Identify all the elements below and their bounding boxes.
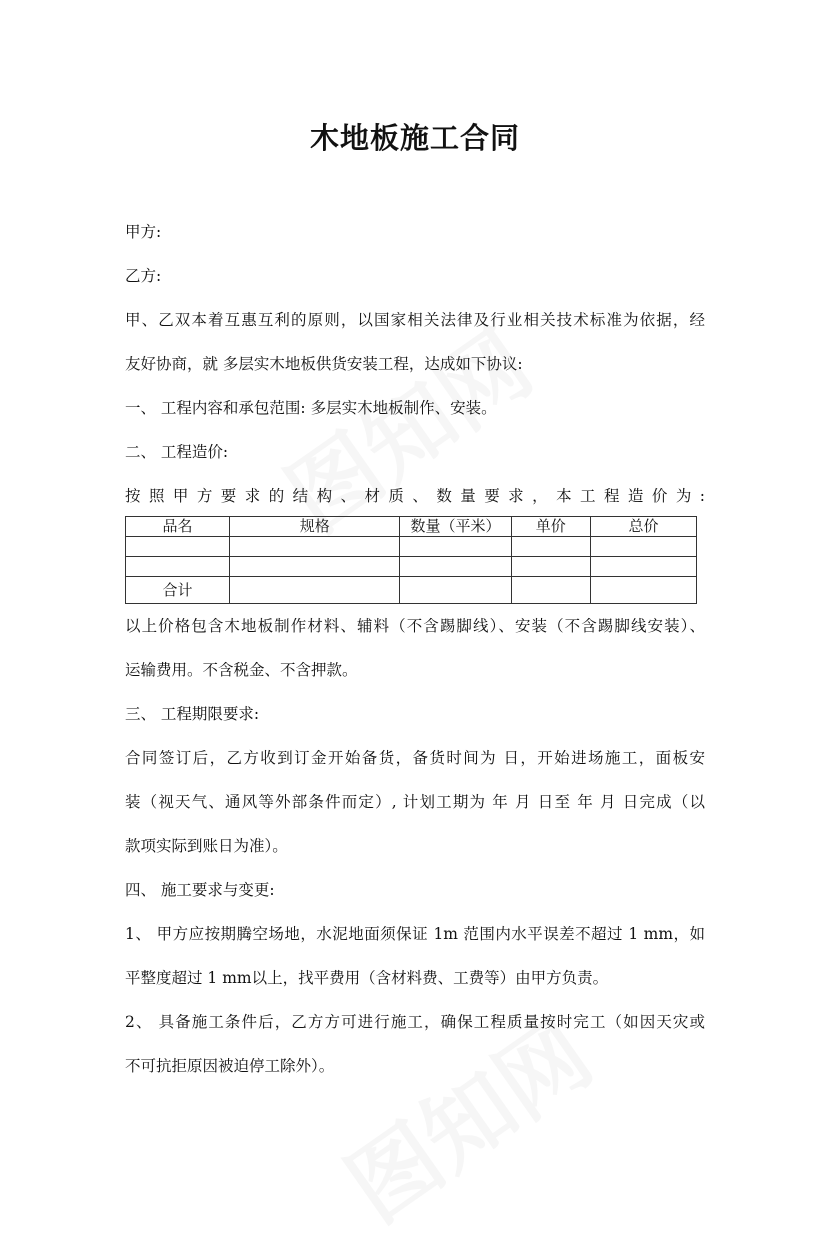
text-line: 平整度超过 1 mm以上，找平费用（含材料费、工费等）由甲方负责。: [125, 969, 609, 987]
table-cell: [590, 557, 696, 577]
text-line: 2、 具备施工条件后，乙方方可进行施工，确保工程质量按时完工（如因天灾或: [125, 1013, 705, 1031]
table-cell: [126, 537, 230, 557]
table-cell: 合计: [126, 577, 230, 604]
table-cell: [230, 557, 400, 577]
table-header-cell: 单价: [511, 517, 590, 537]
text-line: 1、 甲方应按期腾空场地，水泥地面须保证 1m 范围内水平误差不超过 1 mm，如: [125, 925, 705, 943]
table-header-cell: 总价: [590, 517, 696, 537]
table-cell: [590, 537, 696, 557]
text-line: 友好协商，就 多层实木地板供货安装工程，达成如下协议:: [125, 355, 523, 373]
table-cell: [511, 577, 590, 604]
table-cell: [126, 557, 230, 577]
table-header-cell: 品名: [126, 517, 230, 537]
text-line: 运输费用。不含税金、不含押款。: [125, 661, 358, 679]
text-line: 合同签订后，乙方收到订金开始备货，备货时间为 日，开始进场施工，面板安: [125, 749, 705, 767]
text-line: 按照甲方要求的结构、材质、数量要求，本工程造价为:: [125, 487, 705, 505]
text-line: 四、 施工要求与变更:: [125, 881, 275, 899]
text-line: 甲、乙双本着互惠互利的原则，以国家相关法律及行业相关技术标准为依据，经: [125, 311, 705, 329]
table-cell: [400, 537, 511, 557]
table-header-cell: 数量（平米）: [400, 517, 511, 537]
text-line: 以上价格包含木地板制作材料、辅料（不含踢脚线）、安装（不含踢脚线安装）、: [125, 617, 705, 635]
table-cell: [400, 557, 511, 577]
table-header-row: [126, 517, 697, 537]
table-cell: [590, 577, 696, 604]
text-line: 二、 工程造价:: [125, 443, 229, 461]
table-cell: [230, 577, 400, 604]
table-cell: [511, 557, 590, 577]
table-cell: [511, 537, 590, 557]
table-total-row: [126, 577, 697, 604]
table-cell: [230, 537, 400, 557]
text-line: 三、 工程期限要求:: [125, 705, 260, 723]
table-row: [126, 537, 697, 557]
table-row: [126, 557, 697, 577]
text-line: 一、 工程内容和承包范围: 多层实木地板制作、安装。: [125, 399, 497, 417]
table-header-cell: 规格: [230, 517, 400, 537]
document-title: 木地板施工合同: [309, 121, 520, 155]
text-line: 乙方:: [125, 267, 162, 285]
text-line: 甲方:: [125, 223, 162, 241]
text-line: 装（视天气、通风等外部条件而定）, 计划工期为 年 月 日至 年 月 日完成（以: [125, 793, 705, 811]
price-table: [125, 516, 697, 604]
text-line: 不可抗拒原因被迫停工除外）。: [125, 1057, 335, 1075]
table-cell: [400, 577, 511, 604]
text-line: 款项实际到账日为准）。: [125, 837, 288, 855]
